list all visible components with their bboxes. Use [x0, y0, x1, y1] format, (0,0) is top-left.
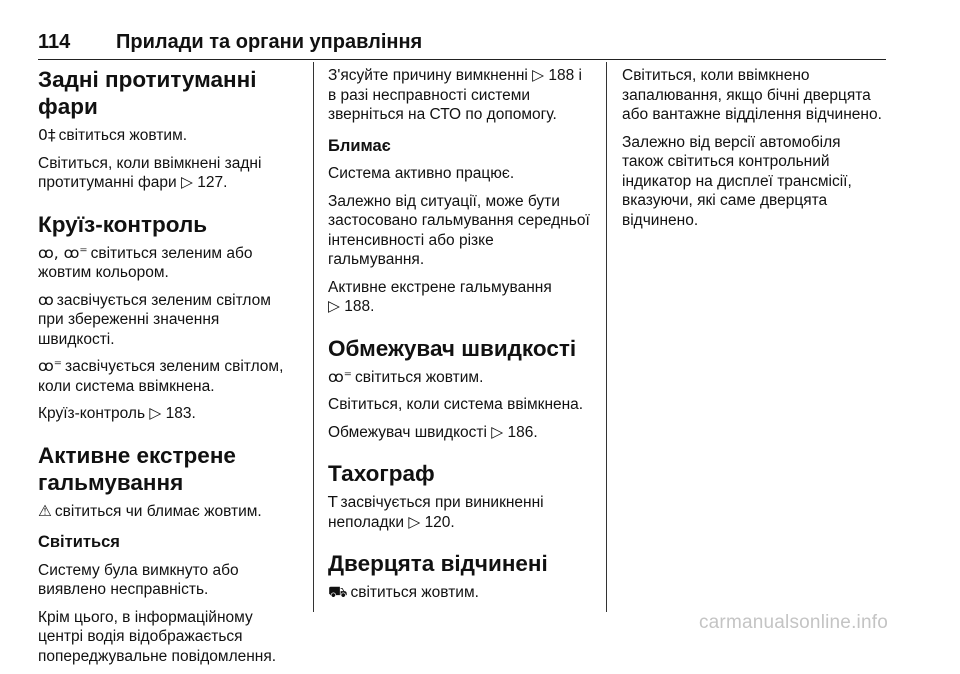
paragraph: Залежно від ситуації, може бути застосовано гальмування середньої інтенсивності або різке гальмування. [328, 192, 590, 268]
paragraph: Світиться, коли система ввімкнена. [328, 396, 584, 413]
paragraph: ⚠ світиться чи блимає жовтим. [38, 501, 262, 520]
chapter-title: Прилади та органи управління [116, 31, 423, 53]
page-reference-arrow-icon: ▷ [408, 512, 421, 531]
paragraph: Система активно працює. [328, 165, 515, 182]
heading-cruise: Круїз-контроль [38, 211, 208, 237]
page-reference-arrow-icon: ▷ [149, 404, 162, 422]
column-divider [606, 62, 607, 612]
heading-emergency-braking: Активне екстрене гальмування [38, 442, 236, 495]
paragraph: Крім цього, в інформаційному центрі водія відображається попереджувальне повідомлення. [38, 608, 277, 665]
heading-tachograph: Тахограф [328, 461, 435, 486]
paragraph: 0‡ світиться жовтим. [38, 126, 188, 144]
paragraph: ꝏ засвічується зеленим світлом при збереженні значення швидкості. [38, 290, 271, 348]
paragraph: ꝏ⁼ світиться жовтим. [328, 367, 484, 386]
door-open-icon: ⛟ [328, 583, 348, 601]
paragraph: Світиться, коли ввімкнено запалювання, якщо бічні дверцята або вантажне відділення відчинено. [622, 67, 882, 123]
page-number: 114 [38, 31, 71, 53]
cruise-control-icon: ꝏ⁼ [38, 357, 62, 375]
page-header [38, 30, 886, 60]
speed-limiter-icon: ꝏ⁼ [328, 367, 352, 386]
heading-doors-open: Дверцята відчинені [328, 551, 548, 576]
page-reference-arrow-icon: ▷ [532, 66, 545, 84]
paragraph: T засвічується при виникненні неполадки ▷ 120. [328, 493, 544, 531]
tachograph-icon: T [328, 493, 338, 511]
rear-fog-lamp-icon: 0‡ [38, 126, 56, 144]
subheading-lit: Світиться [38, 533, 120, 551]
active-emergency-braking-icon: ⚠ [38, 501, 52, 520]
paragraph: ⛟ світиться жовтим. [328, 583, 479, 601]
heading-speed-limiter: Обмежувач швидкості [328, 335, 577, 361]
column-2 [328, 66, 590, 611]
paragraph: ꝏ⁼ засвічується зеленим світлом, коли система ввімкнена. [38, 357, 284, 395]
paragraph: Круїз-контроль ▷ 183. [38, 404, 196, 422]
cruise-control-icon: ꝏ [38, 290, 54, 309]
page-reference-arrow-icon: ▷ [491, 422, 504, 441]
page-reference-arrow-icon: ▷ [181, 173, 193, 191]
paragraph: З'ясуйте причину вимкненні ▷ 188 і в разі несправності системи зверніться на СТО по допомогу. [328, 66, 582, 123]
column-3 [622, 66, 886, 238]
paragraph: Систему була вимкнуто або виявлено несправність. [38, 561, 239, 598]
page-reference-arrow-icon: ▷ [328, 297, 340, 315]
paragraph: Обмежувач швидкості ▷ 186. [328, 422, 538, 441]
paragraph: Залежно від версії автомобіля також світиться контрольний індикатор на дисплеї трансмісії, вказуючи, які саме дверцята відчинено. [622, 133, 852, 229]
cruise-control-icon: ꝏ, ꝏ⁼ [38, 243, 88, 262]
paragraph: ꝏ, ꝏ⁼ світиться зеленим або жовтим кольором. [38, 243, 253, 281]
paragraph: Активне екстрене гальмування ▷ 188. [328, 278, 552, 315]
heading-rear-fog: Задні протитуманні фари [38, 67, 257, 119]
paragraph: Світиться, коли ввімкнені задні протитуманні фари ▷ 127. [38, 154, 262, 191]
watermark: carmanualsonline.info [698, 612, 888, 633]
column-1 [38, 66, 300, 674]
subheading-blink: Блимає [328, 136, 391, 155]
column-divider [313, 62, 314, 612]
